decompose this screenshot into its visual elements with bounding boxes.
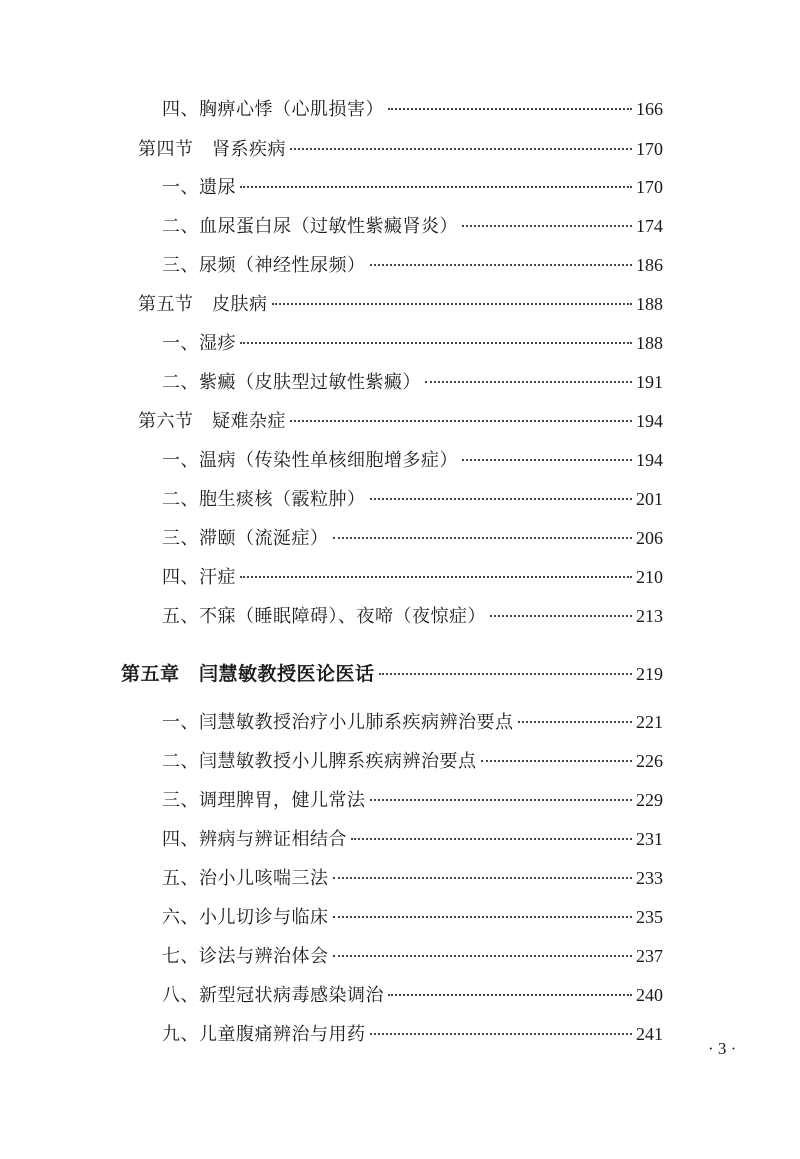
toc-entry-page: 191 [636, 372, 663, 392]
toc-item-entry[interactable] [162, 905, 663, 930]
toc-entry-title: 七、诊法与辨治体会 [162, 946, 329, 967]
toc-item-entry[interactable] [162, 604, 663, 629]
toc-entry-page: 201 [636, 489, 663, 509]
page-number: · 3 · [708, 1039, 737, 1058]
toc-entry-title: 第五章 闫慧敏教授医论医话 [121, 663, 375, 685]
toc-item-entry[interactable] [162, 749, 663, 774]
dot-leader [490, 615, 632, 617]
dot-leader [388, 994, 632, 996]
toc-entry-title: 九、儿童腹痛辨治与用药 [162, 1024, 366, 1045]
toc-item-entry[interactable] [162, 788, 663, 813]
toc-section-entry[interactable] [138, 137, 663, 162]
dot-leader [518, 721, 633, 723]
toc-entry-title: 第四节 肾系疾病 [138, 139, 286, 160]
toc-entry-page: 166 [636, 99, 663, 119]
toc-item-entry[interactable] [162, 710, 663, 735]
dot-leader [425, 381, 632, 383]
dot-leader [240, 576, 632, 578]
toc-entry-title: 八、新型冠状病毒感染调治 [162, 985, 384, 1006]
toc-entry-page: 221 [636, 712, 663, 732]
toc-entry-title: 四、胸痹心悸（心肌损害） [162, 99, 384, 120]
toc-item-entry[interactable] [162, 370, 663, 395]
toc-entry-title: 二、血尿蛋白尿（过敏性紫癜肾炎） [162, 216, 458, 237]
dot-leader [462, 225, 632, 227]
dot-leader [370, 1033, 633, 1035]
dot-leader [290, 420, 632, 422]
toc-entry-page: 213 [636, 606, 663, 626]
toc-entry-page: 219 [636, 664, 663, 684]
toc-entry-page: 233 [636, 868, 663, 888]
dot-leader [370, 799, 633, 801]
toc-entry-title: 四、汗症 [162, 567, 236, 588]
toc-entry-page: 194 [636, 411, 663, 431]
toc-item-entry[interactable] [162, 487, 663, 512]
toc-entry-page: 206 [636, 528, 663, 548]
dot-leader [462, 459, 632, 461]
dot-leader [333, 916, 633, 918]
toc-item-entry[interactable] [162, 983, 663, 1008]
toc-item-entry[interactable] [162, 526, 663, 551]
toc-entry-page: 241 [636, 1024, 663, 1044]
dot-leader [333, 537, 633, 539]
toc-entry-page: 210 [636, 567, 663, 587]
toc-entry-title: 第六节 疑难杂症 [138, 411, 286, 432]
toc-entry-title: 五、治小儿咳喘三法 [162, 868, 329, 889]
toc-entry-page: 194 [636, 450, 663, 470]
toc-item-entry[interactable] [162, 448, 663, 473]
dot-leader [379, 673, 632, 675]
dot-leader [272, 303, 633, 305]
toc-entry-page: 235 [636, 907, 663, 927]
dot-leader [333, 877, 633, 879]
toc-item-entry[interactable] [162, 331, 663, 356]
toc-item-entry[interactable] [162, 1022, 663, 1047]
toc-entry-title: 二、胞生痰核（霰粒肿） [162, 489, 366, 510]
dot-leader [388, 108, 632, 110]
toc-entry-page: 186 [636, 255, 663, 275]
dot-leader [351, 838, 632, 840]
toc-section-entry[interactable] [138, 409, 663, 434]
toc-chapter-entry[interactable] [121, 662, 663, 686]
toc-entry-title: 三、调理脾胃，健儿常法 [162, 790, 366, 811]
toc-item-entry[interactable] [162, 944, 663, 969]
toc-entry-page: 240 [636, 985, 663, 1005]
toc-entry-page: 174 [636, 216, 663, 236]
toc-entry-page: 229 [636, 790, 663, 810]
toc-item-entry[interactable] [162, 214, 663, 239]
toc-item-entry[interactable] [162, 565, 663, 590]
toc-entry-title: 一、湿疹 [162, 333, 236, 354]
dot-leader [370, 498, 633, 500]
toc-entry-title: 一、闫慧敏教授治疗小儿肺系疾病辨治要点 [162, 712, 514, 733]
toc-entry-page: 170 [636, 177, 663, 197]
dot-leader [370, 264, 633, 266]
dot-leader [240, 186, 632, 188]
toc-entry-title: 一、温病（传染性单核细胞增多症） [162, 450, 458, 471]
toc-entry-page: 226 [636, 751, 663, 771]
toc-item-entry[interactable] [162, 175, 663, 200]
toc-entry-title: 二、紫癜（皮肤型过敏性紫癜） [162, 372, 421, 393]
toc-item-entry[interactable] [162, 827, 663, 852]
toc-entry-title: 二、闫慧敏教授小儿脾系疾病辨治要点 [162, 751, 477, 772]
dot-leader [481, 760, 633, 762]
dot-leader [333, 955, 633, 957]
toc-item-entry[interactable] [162, 253, 663, 278]
toc-entry-page: 231 [636, 829, 663, 849]
toc-entry-page: 170 [636, 139, 663, 159]
toc-entry-title: 五、不寐（睡眠障碍）、夜啼（夜惊症） [162, 606, 486, 627]
toc-entry-title: 第五节 皮肤病 [138, 294, 268, 315]
toc-entry-title: 四、辨病与辨证相结合 [162, 829, 347, 850]
toc-section-entry[interactable] [138, 292, 663, 317]
toc-item-entry[interactable] [162, 97, 663, 122]
toc-entry-title: 三、滞颐（流涎症） [162, 528, 329, 549]
dot-leader [290, 148, 632, 150]
toc-entry-page: 188 [636, 294, 663, 314]
dot-leader [240, 342, 632, 344]
toc-entry-title: 六、小儿切诊与临床 [162, 907, 329, 928]
toc-item-entry[interactable] [162, 866, 663, 891]
toc-entry-title: 三、尿频（神经性尿频） [162, 255, 366, 276]
toc-entry-page: 188 [636, 333, 663, 353]
toc-entry-page: 237 [636, 946, 663, 966]
toc-entry-title: 一、遗尿 [162, 177, 236, 198]
